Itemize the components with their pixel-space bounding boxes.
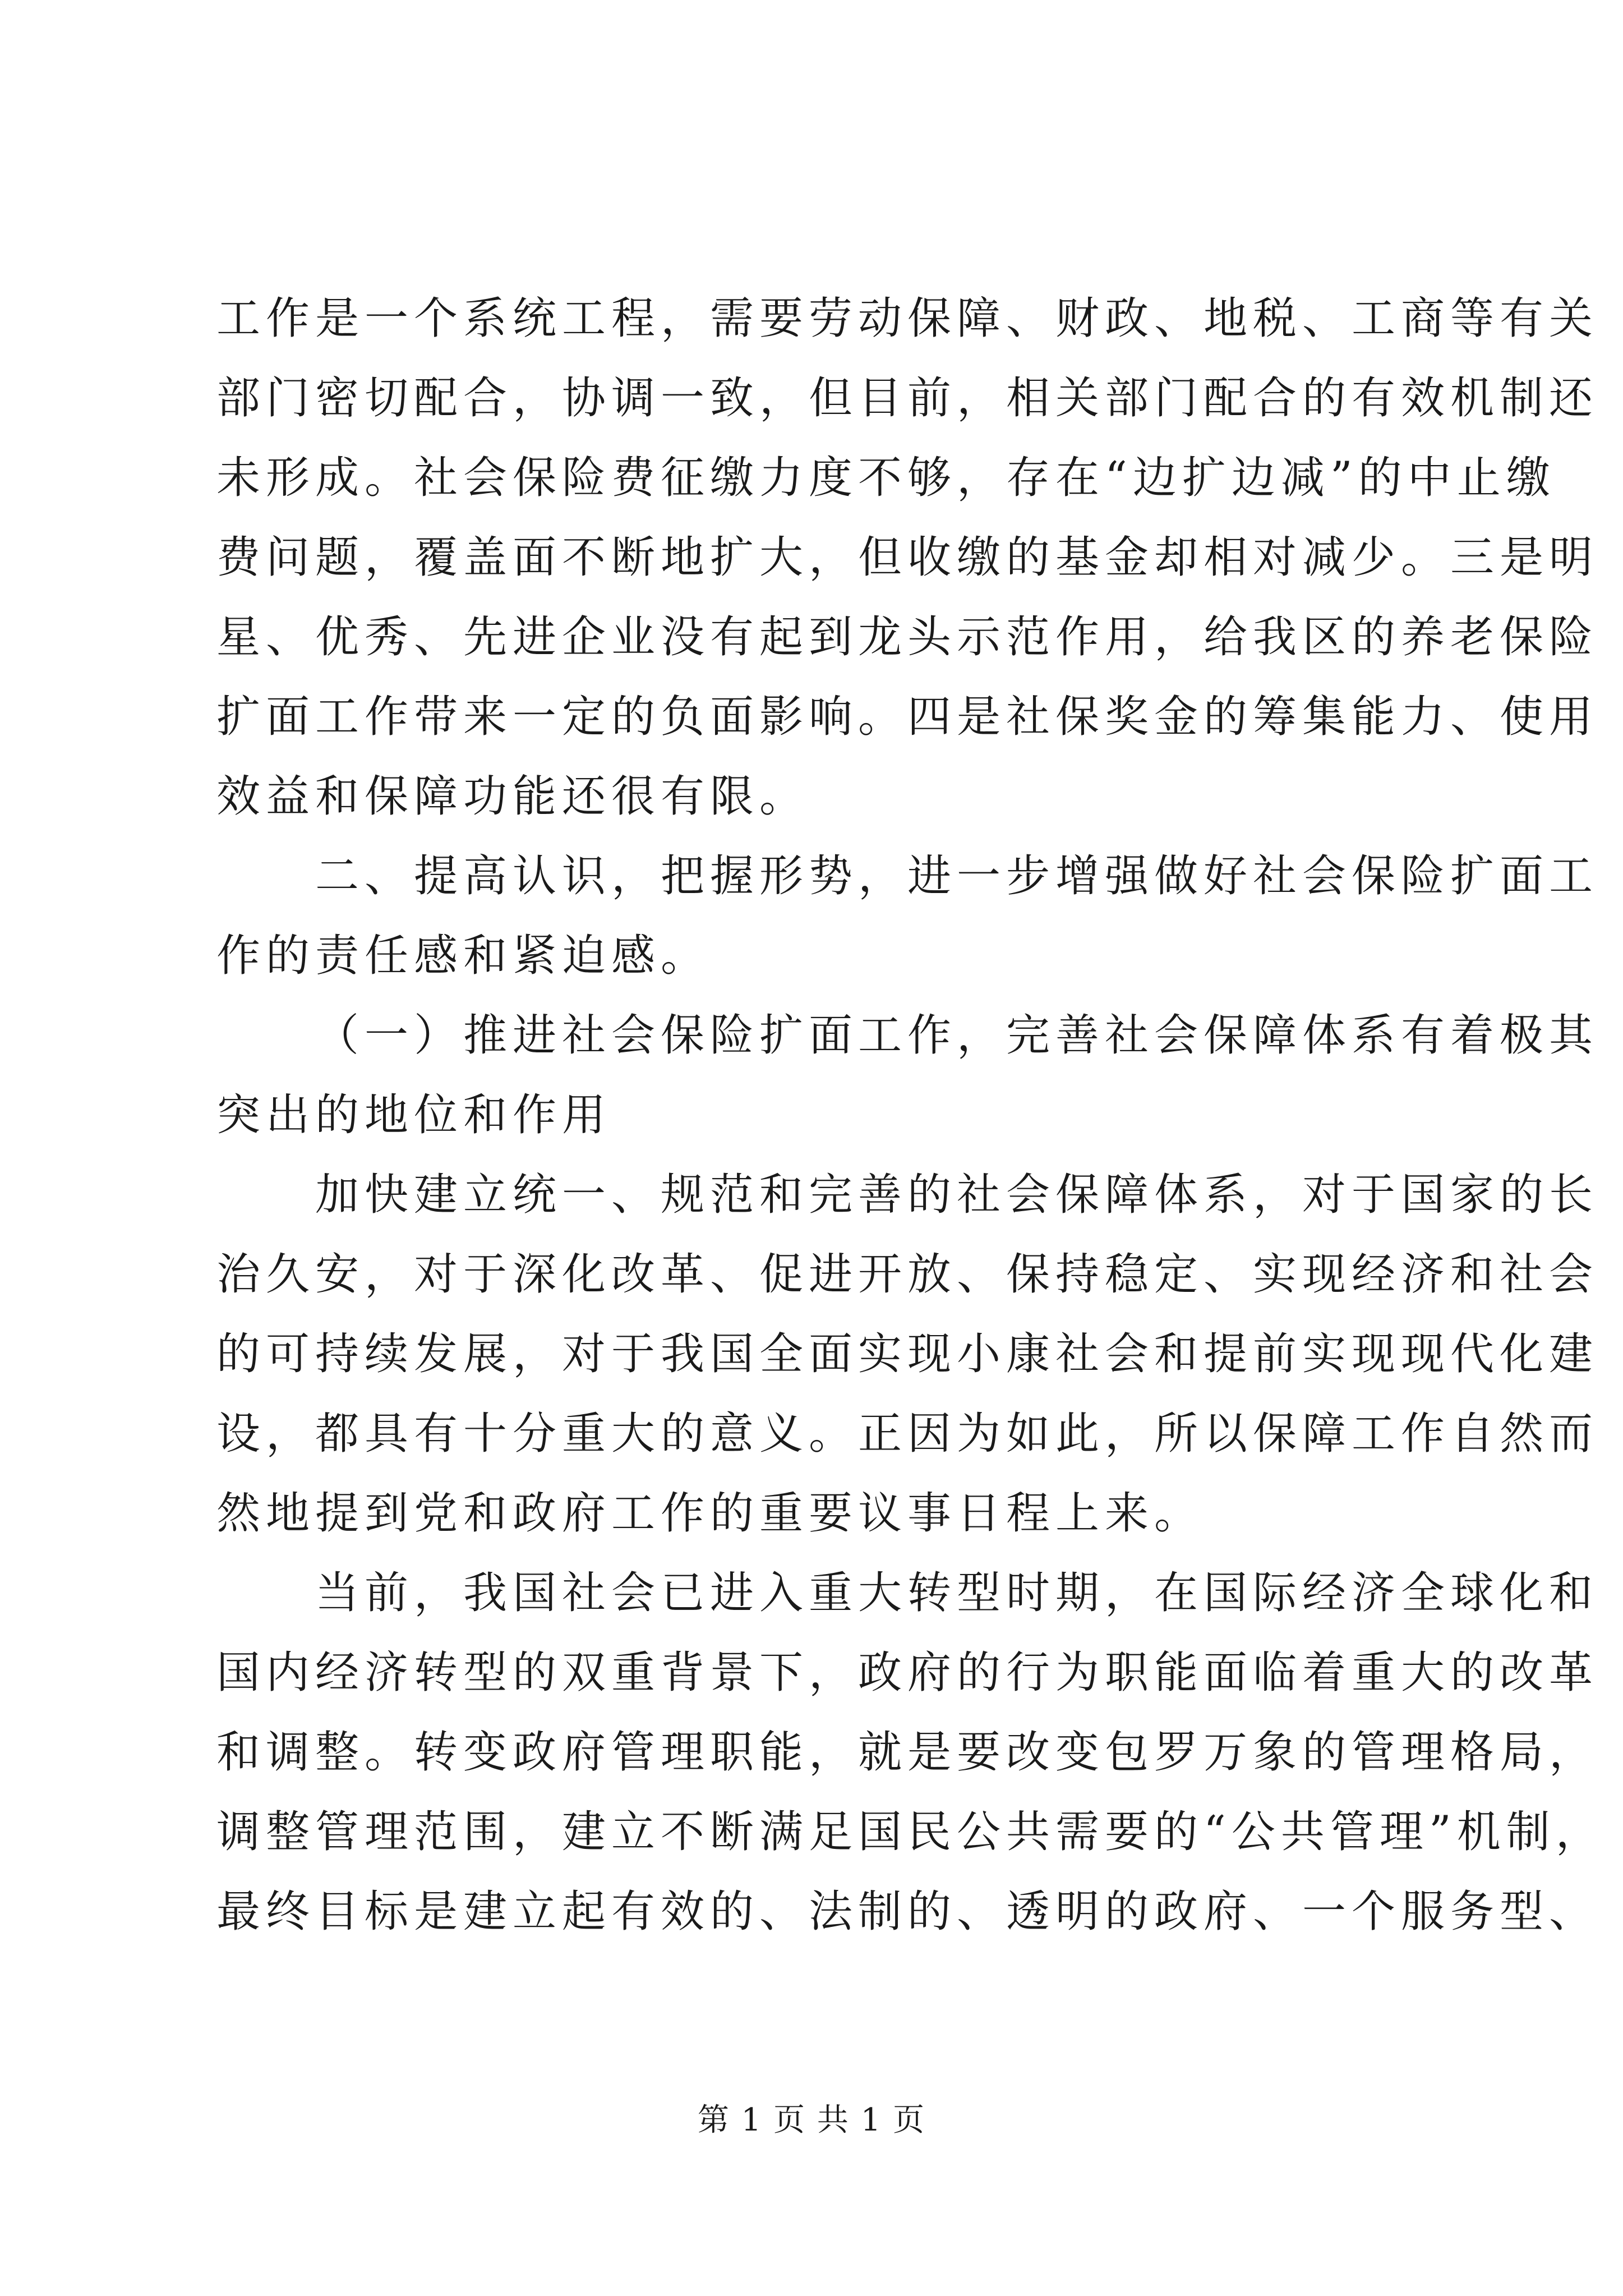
text-line: 二、提高认识，把握形势，进一步增强做好社会保险扩面工 — [315, 851, 1599, 901]
text-line: 调整管理范围，建立不断满足国民公共需要的“公共管理”机制， — [216, 1807, 1605, 1857]
text-line: 当前，我国社会已进入重大转型时期，在国际经济全球化和 — [315, 1568, 1599, 1618]
text-line: 工作是一个系统工程，需要劳动保障、财政、地税、工商等有关 — [216, 293, 1599, 344]
text-line: 最终目标是建立起有效的、法制的、透明的政府、一个服务型、 — [216, 1887, 1599, 1937]
text-line: 效益和保障功能还很有限。 — [216, 771, 809, 822]
text-line: 部门密切配合，协调一致，但目前，相关部门配合的有效机制还 — [216, 373, 1599, 424]
text-line: 未形成。社会保险费征缴力度不够，存在“边扩边减”的中止缴 — [216, 453, 1556, 503]
text-line: 的可持续发展，对于我国全面实现小康社会和提前实现现代化建 — [216, 1329, 1599, 1379]
text-line: 突出的地位和作用 — [216, 1090, 612, 1140]
text-line: （一）推进社会保险扩面工作，完善社会保障体系有着极其 — [315, 1010, 1599, 1061]
text-line: 扩面工作带来一定的负面影响。四是社保奖金的筹集能力、使用 — [216, 692, 1599, 742]
text-line: 设，都具有十分重大的意义。正因为如此，所以保障工作自然而 — [216, 1409, 1599, 1459]
text-line: 和调整。转变政府管理职能，就是要改变包罗万象的管理格局， — [216, 1727, 1599, 1778]
text-line: 加快建立统一、规范和完善的社会保障体系，对于国家的长 — [315, 1170, 1599, 1220]
text-line: 作的责任感和紧迫感。 — [216, 931, 711, 981]
text-line: 然地提到党和政府工作的重要议事日程上来。 — [216, 1488, 1204, 1539]
page-footer: 第 1 页 共 1 页 — [697, 2102, 926, 2138]
text-line: 费问题，覆盖面不断地扩大，但收缴的基金却相对减少。三是明 — [216, 532, 1599, 583]
text-line: 国内经济转型的双重背景下，政府的行为职能面临着重大的改革 — [216, 1648, 1599, 1698]
text-line: 治久安，对于深化改革、促进开放、保持稳定、实现经济和社会 — [216, 1249, 1599, 1300]
text-line: 星、优秀、先进企业没有起到龙头示范作用，给我区的养老保险 — [216, 612, 1599, 662]
